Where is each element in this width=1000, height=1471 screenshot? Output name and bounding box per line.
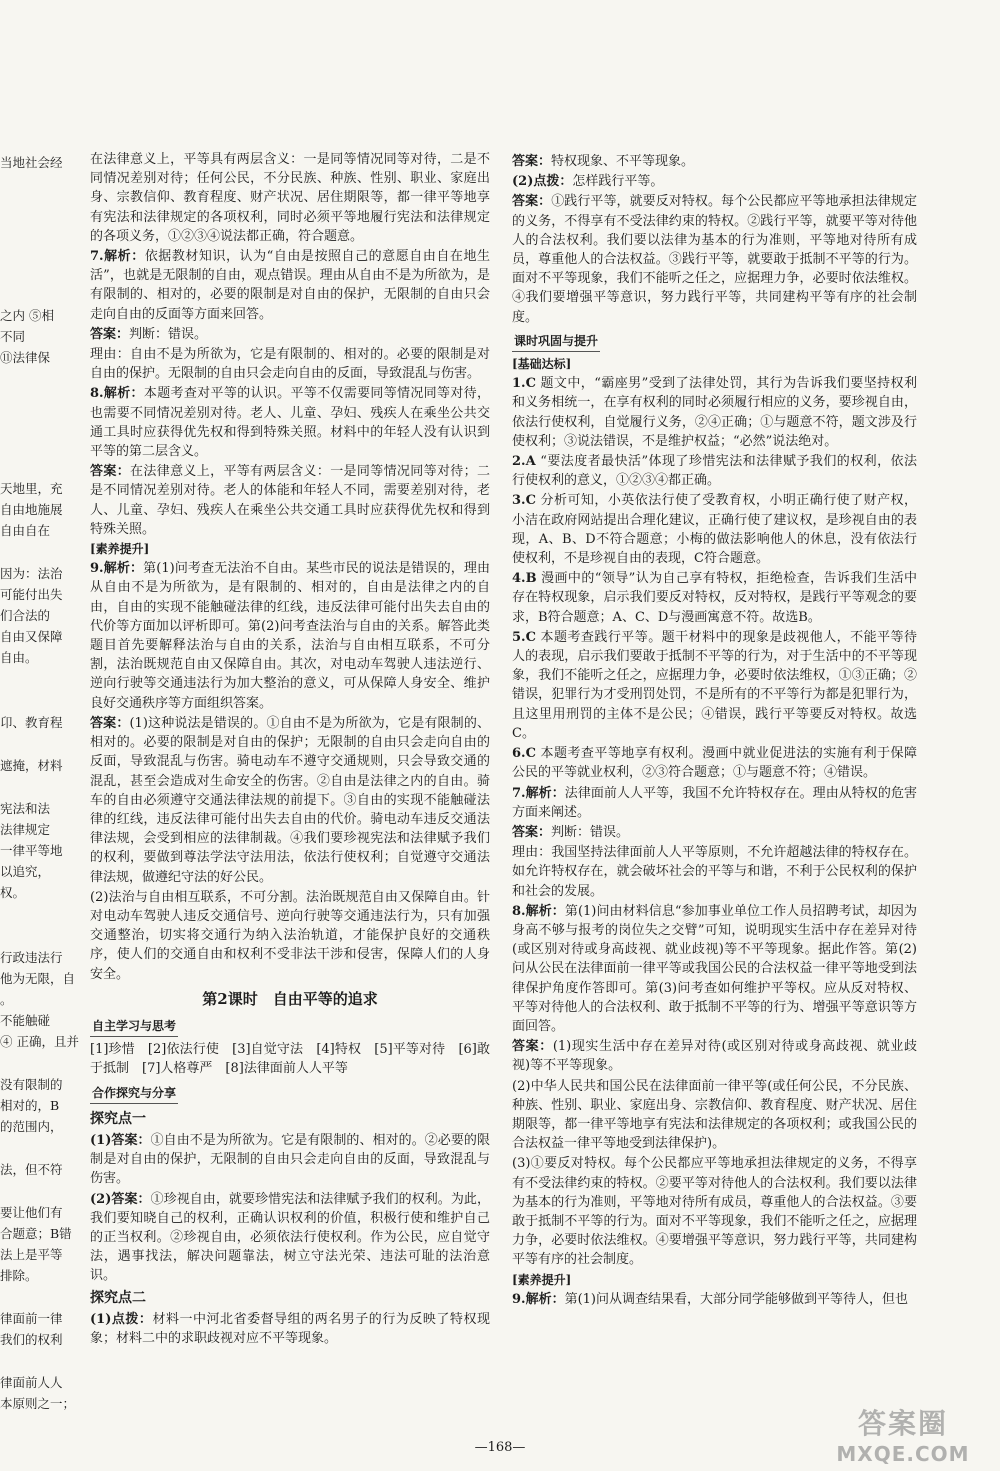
left-column-cutoff [0,152,79,1414]
left-column-line [0,903,70,925]
left-column-line [0,541,70,563]
section-hezuo: 合作探究与分享 [90,1084,178,1104]
left-column-line: 要让他们有 [0,1205,63,1220]
answer-2: 2.A “要法度者最快活”体现了珍惜宪法和法律赋予我们的权利，依法行使权利的意义，①②③④都正确。 [512,454,917,489]
probe-2-hint-1: (1)点拨：材料一中河北省委督导组的两名男子的行为反映了特权现象；材料二中的求职歧视对应不平等现象。 [90,1311,490,1346]
left-column-line [0,1350,70,1372]
answer-8-part-1: 答案：(1)现实生活中存在差异对待(或区别对待或身高歧视、就业歧视)等不平等现象。 [512,1039,917,1074]
left-column-line: 以追究， [0,864,51,879]
watermark-url: MXQE.COM [836,1442,970,1466]
left-column-line: 当地社会经 [0,155,63,170]
left-column-line: 权。 [0,885,26,900]
left-column-line: 自由。 [0,650,38,665]
watermark-main: 答案圈 [857,1407,948,1440]
answer-7-reason: 理由：我国坚持法律面前人人平等原则，不允许超越法律的特权存在。如允许特权存在，就会破坏社会的平等与和谐，不利于公民权利的保护和社会的发展。 [512,845,917,899]
left-column-line [0,925,70,947]
answer-8-part-2: (2)中华人民共和国公民在法律面前一律平等(或任何公民，不分民族、种族、性别、职业、家庭出身、宗教信仰、教育程度、财产状况、居住期限等，都一律平等地享有宪法和法律规定的各项权利；或我国公民的合法权益一律平等地受到法律保护)。 [512,1078,917,1152]
q9-answer-2: (2)法治与自由相互联系，不可分割。法治既规范自由又保障自由。针对电动车驾驶人违反交通信号、逆向行驶等交通违法行为，只有加强交通整治，切实将交通行为纳入法治轨道，才能保护良好的交通秩序，使人们的交通自由和权利不受非法干涉和侵害，保障人们的人身安全。 [90,889,490,982]
left-column-line [0,283,70,305]
left-column-line: 的范围内， [0,1119,63,1134]
answer-8-part-3: (3)①要反对特权。每个公民都应平等地承担法律规定的义务，不得享有不受法律约束的特权。②要平等对待他人的合法权利。我们要以法律为基本的行为准则，平等地对待所有成员，尊重他人的合法权益。③要敢于抵制不平等的行为。面对不平等现象，我们不能听之任之，应据理力争，必要时依法维权。④要增强平等意识，努力践行平等，共同建构平等有序的社会制度。 [512,1156,917,1268]
left-column-line: 我们的权利 [0,1332,63,1347]
left-column-line: 遮掩，材料 [0,758,63,773]
left-column-line [0,195,70,217]
left-column-line: 可能付出失 [0,587,63,602]
left-column-line: 一律平等地 [0,843,63,858]
left-column-line [0,239,70,261]
answer-9: 9.解析：第(1)问从调查结果看，大部分同学能够做到平等待人，但也 [512,1291,908,1307]
answer-5: 5.C 本题考查践行平等。题干材料中的现象是歧视他人，不能平等待人的表现，启示我们要敢于抵制不平等的行为，对于生活中的不平等现象，我们不能听之任之，应据理力争，必要时依法维权，①③正确；②错误，犯罪行为才受刑罚处罚，不是所有的不平等行为都是犯罪行为，且这里用刑罚的主体不是公民；④错误，践行平等要反对特权。故选C。 [512,629,917,741]
left-column-line: 没有限制的 [0,1077,63,1092]
q8-explanation: 8.解析：本题考查对平等的认识。平等不仅需要同等情况同等对待，也需要不同情况差别对待。老人、儿童、孕妇、残疾人在乘坐公共交通工具时应获得优先权和得到特殊关照。材料中的年轻人没有认识到平等的第二层含义。 [90,386,490,460]
left-column-line [0,1180,70,1202]
left-column-line [0,173,70,195]
left-column-line [0,733,70,755]
left-column-line [0,412,70,434]
answer-1: 1.C 题文中，“霸座男”受到了法律处罚，其行为告诉我们要坚持权利和义务相统一，在享有权利的同时必须履行相应的义务，要珍视自由，依法行使权利，自觉履行义务，②④正确；①与题意不符，题文涉及行使权利；③说法错误，不是维护权益；“必然”说法绝对。 [512,376,917,449]
page-number: —168— [474,1440,526,1455]
middle-column [90,150,490,1349]
q6-explanation-tail: 在法律意义上，平等具有两层含义：一是同等情况同等对待，二是不同情况差别对待；任何公民，不分民族、种族、性别、职业、家庭出身、宗教信仰、教育程度、财产状况、居住期限等，都一律平等地享有宪法和法律规定的各项权利，同时必须平等地履行宪法和法律规定的各项义务，①②③④说法都正确，符合题意。 [90,152,490,244]
left-column-line: 自由自在 [0,523,51,538]
q7-reason: 理由：自由不是为所欲为，它是有限制的、相对的。必要的限制是对自由的保护。无限制的自由只会走向自由的反面，导致混乱与伤害。 [90,347,490,382]
probe-2-answer-2: 答案：①践行平等，就要反对特权。每个公民都应平等地承担法律规定的义务，不得享有不受法律约束的特权。②践行平等，就要平等对待他人的合法权利。我们要以法律为基本的行为准则，平等地对待所有成员，尊重他人的合法权益。③践行平等，就要敢于抵制不平等的行为。面对不平等现象，我们不能听之任之，应据理力争，必要时依法维权。④我们要增强平等意识，努力践行平等，共同建构平等有序的社会制度。 [512,194,917,325]
left-column-line: 不同 [0,329,26,344]
answer-4: 4.B 漫画中的“领导”认为自己享有特权，拒绝检查，告诉我们生活中存在特权现象，启示我们要反对特权，反对特权，是践行平等观念的要求，B符合题意；A、C、D与漫画寓意不符。故选B。 [512,571,917,625]
left-column-line: 。 [0,992,13,1007]
zizhu-items: [1]珍惜 [2]依法行使 [3]自觉守法 [4]特权 [5]平等对待 [6]敢于抵制 [7]人格尊严 [8]法律面前人人平等 [90,1042,490,1077]
watermark-logo [828,1402,978,1466]
left-column-line [0,456,70,478]
probe-1-answer-1: (1)答案：①自由不是为所欲为。它是有限制的、相对的。②必要的限制是对自由的保护，无限制的自由只会走向自由的反面，导致混乱与伤害。 [90,1132,490,1187]
left-column-line: 法上是平等 [0,1247,63,1262]
left-column-line [0,434,70,456]
left-column-line [0,261,70,283]
left-column-line: 律面前人人 [0,1375,63,1390]
probe-2-answer-1: 答案：特权现象、不平等现象。 [512,154,695,169]
left-column-line [0,690,70,712]
left-column-line: 相对的，B [0,1098,60,1113]
section-suyang-tisheng-2: [素养提升] [512,1272,572,1287]
left-column-line [0,217,70,239]
q9-answer-1: 答案：(1)这种说法是错误的。①自由不是为所欲为，它是有限制的、相对的。必要的限制是对自由的保护；无限制的自由只会走向自由的反面，导致混乱与伤害。骑电动车不遵守交通规则，只会导致交通的混乱，甚至会造成对生命安全的伤害。②自由是法律之内的自由。骑车的自由必须遵守交通法律法规的前提下。③自由的实现不能触碰法律的红线，违反法律可能付出失去自由的代价。骑电动车违反交通法律法规，会受到相应的法律制裁。④我们要珍视宪法和法律赋予我们的权利，要做到尊法学法守法用法，依法行使权利；自觉遵守交通法律法规，做遵纪守法的好公民。 [90,715,490,885]
q7-answer: 答案：判断：错误。 [90,326,208,342]
left-column-line [0,368,70,390]
left-column-line: 卬、教育程 [0,715,63,730]
left-column-line: 排除。 [0,1268,38,1283]
left-column-line: 宪法和法 [0,801,51,816]
left-column-line: 法，但不符 [0,1162,63,1177]
left-column-line: ⑪法律保 [0,350,51,365]
left-column-line: 因为：法治 [0,566,63,581]
left-column-line [0,668,70,690]
left-column-line: 自由地施展 [0,502,63,517]
left-column-line: 律面前一律 [0,1311,63,1326]
q7-explanation: 7.解析：依据教材知识，认为“自由是按照自己的意愿自由自在地生活”，也就是无限制的自由，观点错误。理由从自由不是为所欲为，是有限制的、相对的，必要的限制是对自由的保护，无限制的自由只会走向自由的反面等方面来回答。 [90,249,490,322]
answer-3: 3.C 分析可知，小英依法行使了受教育权，小明正确行使了财产权，小洁在政府网站提出合理化建议，正确行使了建议权，是珍视自由的表现，A、B、D不符合题意；小梅的做法影响他人的休息，没有依法行使权利，不是珍视自由的表现，C符合题意。 [512,493,917,567]
answer-6: 6.C 本题考查平等地享有权利。漫画中就业促进法的实施有利于保障公民的平等就业权利，②③符合题意；①与题意不符；④错误。 [512,746,917,781]
left-column-line [0,390,70,412]
section-suyang-tisheng: [素养提升] [90,542,150,557]
section-zizhu: 自主学习与思考 [90,1017,178,1037]
left-column-line [0,1286,70,1308]
probe-1-heading: 探究点一 [90,1110,146,1127]
section-jichu: [基础达标] [512,357,572,372]
left-column-line [0,776,70,798]
left-column-line: 们合法的 [0,608,51,623]
section-gonggu: 课时巩固与提升 [512,332,600,352]
q8-answer: 答案：在法律意义上，平等有两层含义：一是同等情况同等对待；二是不同情况差别对待。老人的体能和年轻人不同，需要差别对待，老人、儿童、孕妇、残疾人在乘坐公共交通工具时应获得优先权和得到特殊关照。 [90,464,490,537]
left-column-line: 不能触碰 [0,1013,51,1028]
left-column-line: 合题意；B错 [0,1226,72,1241]
left-column-line [0,1052,70,1074]
left-column-line: 天地里，充 [0,481,63,496]
probe-2-heading: 探究点二 [90,1289,146,1306]
left-column-line [0,1137,70,1159]
left-column-line: 本原则之一； [0,1396,76,1411]
answer-7-judgement: 答案：判断：错误。 [512,824,630,840]
left-column-line: 法律规定 [0,822,51,837]
left-column-line: 之内 ⑤相 [0,308,54,323]
q9-explanation: 9.解析：第(1)问考查无法治不自由。某些市民的说法是错误的，理由从自由不是为所欲为，是有限制的、相对的，自由是法律之内的自由，自由的实现不能触碰法律的红线，违反法律可能付出失去自由的代价等方面加以评析即可。第(2)问考查法治与自由的关系。解答此类题目首先要解释法治与自由的关系，法治与自由相互联系，不可分割，法治既规范自由又保障自由。其次，对电动车驾驶人违法逆行、逆向行驶等交通违法行为加大整治的意义，可从保障人身安全、维护良好交通秩序等方面组织答案。 [90,561,490,711]
left-column-line: 行政违法行 [0,950,63,965]
answer-8: 8.解析：第(1)问由材料信息“参加事业单位工作人员招聘考试，却因为身高不够与报考的岗位失之交臂”可知，说明现实生活中存在差异对待(或区别对待或身高歧视、就业歧视)等不平等现象。据此作答。第(2)问从公民在法律面前一律平等或我国公民的合法权益一律平等地受到法律保护角度作答即可。第(3)问考查如何维护平等权。应从反对特权、平等对待他人的合法权利、敢于抵制不平等的行为、增强平等意识等方面回答。 [512,903,917,1034]
left-column-line: ④ 正确，且并 [0,1034,79,1049]
left-column-line: 自由又保障 [0,629,63,644]
lesson-title: 第2课时 自由平等的追求 [202,989,378,1008]
left-column-line: 他为无限，自 [0,971,76,986]
probe-2-hint-2: (2)点拨：怎样践行平等。 [512,174,664,190]
faint-top-text [560,60,920,100]
probe-1-answer-2: (2)答案：①珍视自由，就要珍惜宪法和法律赋予我们的权利。为此，我们要知晓自己的权利，正确认识权利的价值，积极行使和维护自己的正当权利。②珍视自由，必须依法行使权利。作为公民，应自觉守法，遇事找法，解决问题靠法，树立守法光荣、违法可耻的法治意识。 [90,1191,490,1284]
right-column [512,152,917,1310]
answer-7: 7.解析：法律面前人人平等，我国不允许特权存在。理由从特权的危害方面来阐述。 [512,785,917,820]
